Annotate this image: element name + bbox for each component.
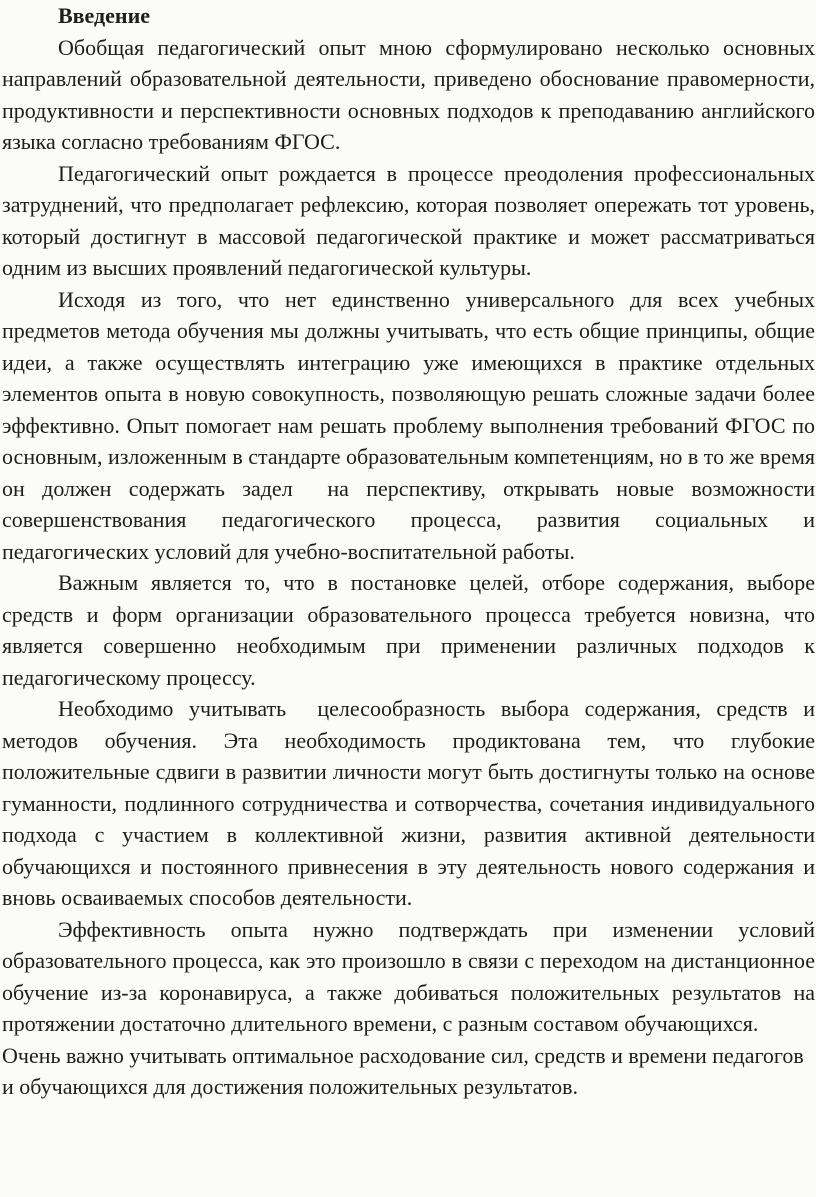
paragraph-intro-summary: Обобщая педагогический опыт мною сформулировано несколько основных направлений образовательной деятельности, приведено обоснование правомерности, продуктивности и перспективности основных подходов к преподаванию английского языка согласно требованиям ФГОС.	[2, 34, 815, 154]
paragraph-universal-method: Исходя из того, что нет единственно универсального для всех учебных предметов метода обучения мы должны учитывать, что есть общие принципы, общие идеи, а также осуществлять интеграцию уже имеющихся в практике отдельных элементов опыта в новую совокупность, позволяющую решать сложные задачи более эффективно. Опыт помогает нам решать проблему выполнения требований ФГОС по основным, изложенным в стандарте образовательным компетенциям, но в то же время он должен содержать задел на перспективу, открывать новые возможности совершенствования педагогического процесса, развития социальных и педагогических условий для учебно-воспитательной работы.	[2, 286, 815, 564]
paragraph-novelty: Важным является то, что в постановке целей, отборе содержания, выборе средств и форм организации образовательного процесса требуется новизна, что является совершенно необходимым при применении различных подходов к педагогическому процессу.	[2, 570, 815, 690]
document-heading: Введение	[58, 3, 151, 28]
paragraph-optimal-resources: Очень важно учитывать оптимальное расходование сил, средств и времени педагогов и обучающихся для достижения положительных результатов.	[2, 1042, 804, 1099]
paragraph-content-choice: Необходимо учитывать целесообразность выбора содержания, средств и методов обучения. Эта необходимость продиктована тем, что глубокие положительные сдвиги в развитии личности могут быть достигнуты только на основе гуманности, подлинного сотрудничества и сотворчества, сочетания индивидуального подхода с участием в коллективной жизни, развития активной деятельности обучающихся и постоянного привнесения в эту деятельность нового содержания и вновь осваиваемых способов деятельности.	[2, 696, 815, 910]
paragraph-pedagogical-experience: Педагогический опыт рождается в процессе преодоления профессиональных затруднений, что предполагает рефлексию, которая позволяет опережать тот уровень, который достигнут в массовой педагогической практике и может рассматриваться одним из высших проявлений педагогической культуры.	[2, 160, 815, 280]
paragraph-effectiveness: Эффективность опыта нужно подтверждать при изменении условий образовательного процесса, как это произошло в связи с переходом на дистанционное обучение из-за коронавируса, а также добиваться положительных результатов на протяжении достаточно длительного времени, с разным составом обучающихся.	[2, 916, 815, 1036]
